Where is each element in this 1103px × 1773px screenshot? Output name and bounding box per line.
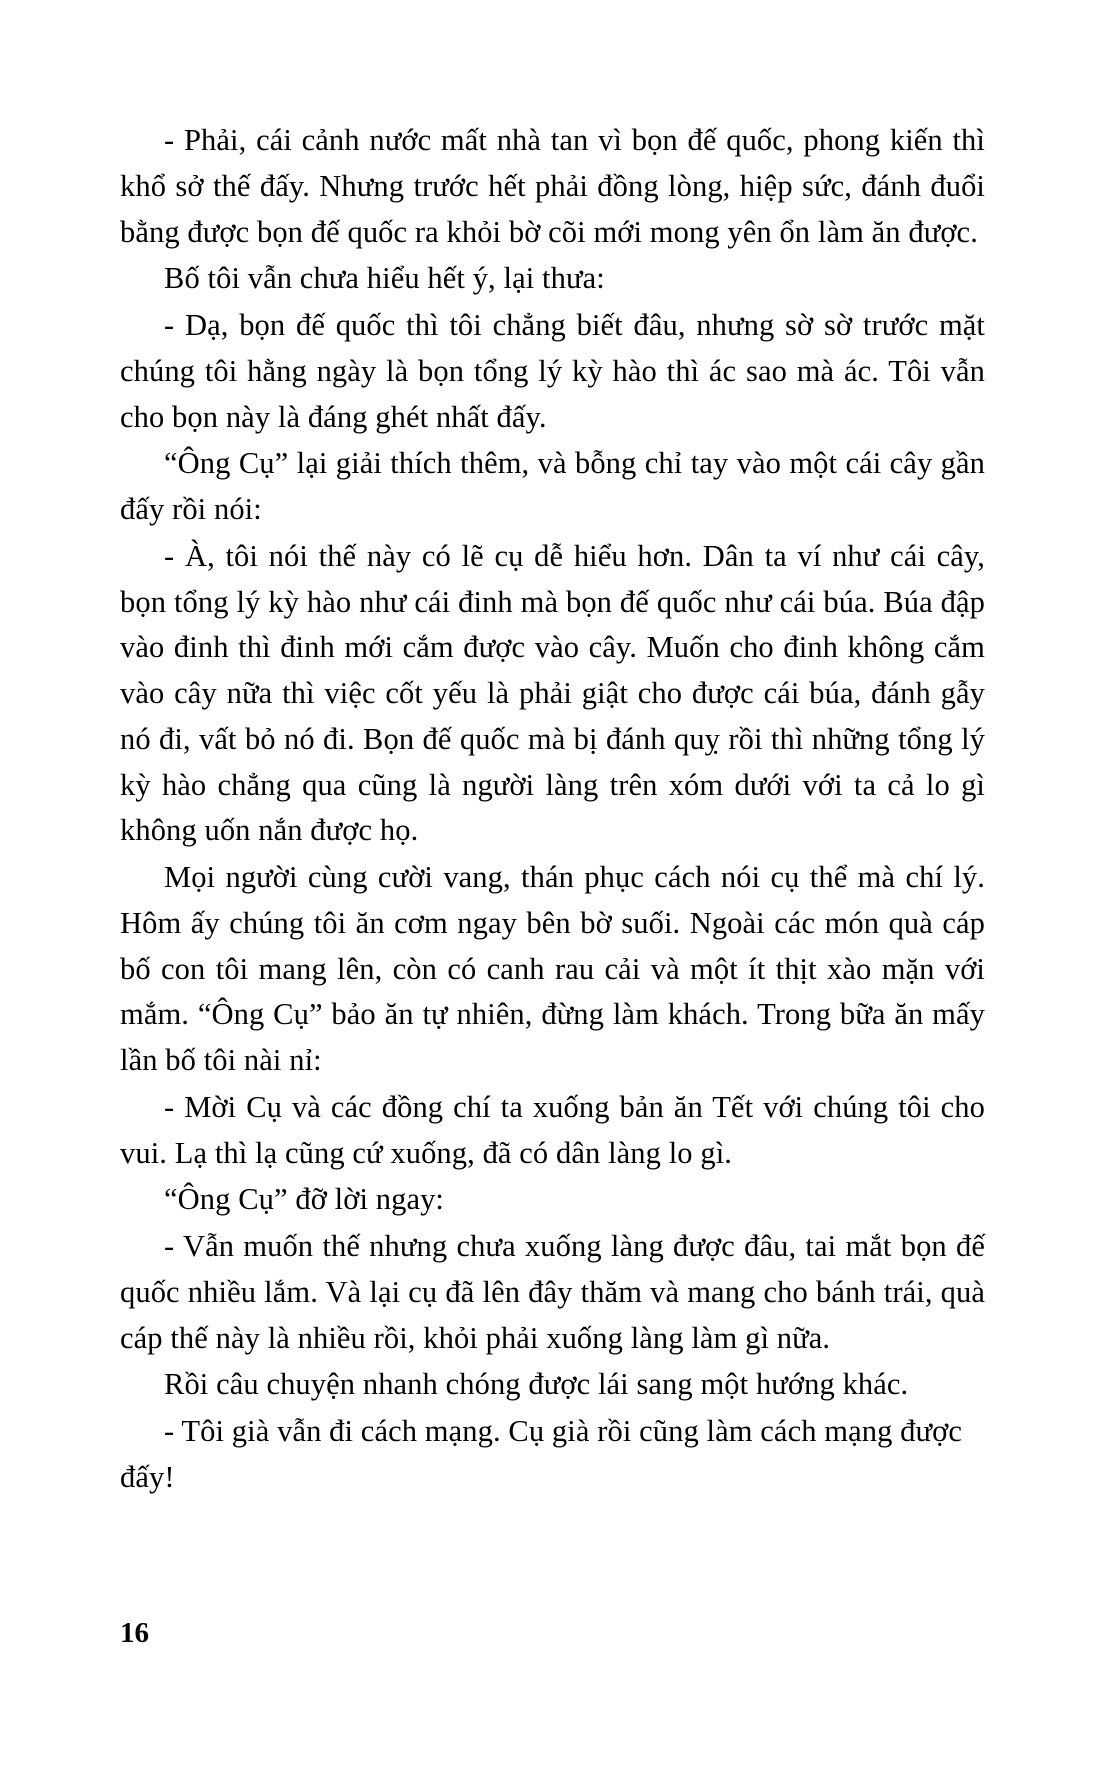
paragraph: Rồi câu chuyện nhanh chóng được lái sang một hướng khác. bbox=[164, 1367, 909, 1402]
page-number: 16 bbox=[120, 1617, 149, 1649]
paragraph: - Mời Cụ và các đồng chí ta xuống bản ăn Tết với chúng tôi cho vui. Lạ thì lạ cũng cứ xuống, đã có dân làng lo gì. bbox=[120, 1089, 985, 1170]
paragraph: “Ông Cụ” lại giải thích thêm, và bỗng chỉ tay vào một cái cây gần đấy rồi nói: bbox=[120, 446, 985, 526]
paragraph: Mọi người cùng cười vang, thán phục cách nói cụ thể mà chí lý. Hôm ấy chúng tôi ăn cơm ngay bên bờ suối. Ngoài các món quà cáp bố con tôi mang lên, còn có canh rau cải và một ít thịt xào mặn với mắm. “Ông Cụ” bảo ăn tự nhiên, đừng làm khách. Trong bữa ăn mấy lần bố tôi nài nỉ: bbox=[120, 860, 985, 1077]
paragraph: - Tôi già vẫn đi cách mạng. Cụ già rồi cũng làm cách mạng được đấy! bbox=[120, 1414, 963, 1494]
body-text bbox=[120, 118, 985, 1502]
paragraph: - Dạ, bọn đế quốc thì tôi chẳng biết đâu, nhưng sờ sờ trước mặt chúng tôi hằng ngày là bọn tổng lý kỳ hào thì ác sao mà ác. Tôi vẫn cho bọn này là đáng ghét nhất đấy. bbox=[120, 308, 985, 434]
paragraph: - À, tôi nói thế này có lẽ cụ dễ hiểu hơn. Dân ta ví như cái cây, bọn tổng lý kỳ hào như cái đinh mà bọn đế quốc như cái búa. Búa đập vào đinh thì đinh mới cắm được vào cây. Muốn cho đinh không cắm vào cây nữa thì việc cốt yếu là phải giật cho được cái búa, đánh gẫy nó đi, vất bỏ nó đi. Bọn đế quốc mà bị đánh quỵ rồi thì những tổng lý kỳ hào chẳng qua cũng là người làng trên xóm dưới với ta cả lo gì không uốn nắn được họ. bbox=[120, 538, 985, 848]
paragraph: “Ông Cụ” đỡ lời ngay: bbox=[164, 1182, 445, 1217]
paragraph: - Phải, cái cảnh nước mất nhà tan vì bọn đế quốc, phong kiến thì khổ sở thế đấy. Nhưng trước hết phải đồng lòng, hiệp sức, đánh đuổi bằng được bọn đế quốc ra khỏi bờ cõi mới mong yên ổn làm ăn được. bbox=[120, 123, 985, 249]
paragraph: Bố tôi vẫn chưa hiểu hết ý, lại thưa: bbox=[164, 261, 605, 296]
paragraph: - Vẫn muốn thế nhưng chưa xuống làng được đâu, tai mắt bọn đế quốc nhiều lắm. Và lại cụ đã lên đây thăm và mang cho bánh trái, quà cáp thế này là nhiều rồi, khỏi phải xuống làng làm gì nữa. bbox=[120, 1229, 985, 1355]
